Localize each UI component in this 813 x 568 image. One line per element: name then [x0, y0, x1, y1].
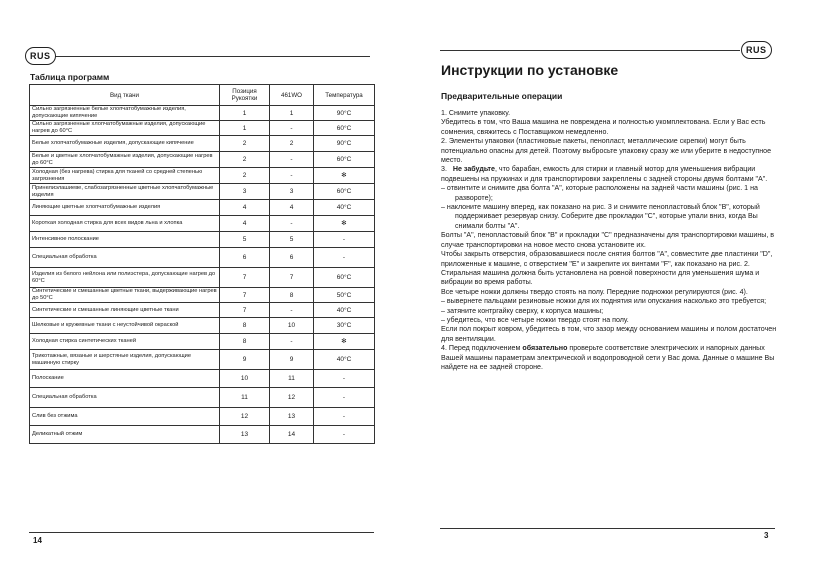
right-page-number: 3: [764, 531, 769, 540]
temperature-cell: -: [314, 426, 375, 444]
knob-position-cell: 8: [220, 334, 270, 350]
knob-position-cell: 9: [220, 350, 270, 370]
right-footer-rule: [440, 528, 775, 529]
temperature-cell: -: [314, 232, 375, 248]
temperature-cell: -: [314, 248, 375, 268]
para-3: 2. Элементы упаковки (пластиковые пакеты, пенопласт, металлические скрепки) могут быть потенциально опасны для детей. Поэтому выбросьте упаковку сразу же или уберите в недоступное место.: [441, 137, 772, 165]
model-cell: 10: [270, 318, 314, 334]
temperature-cell: 60°C: [314, 121, 375, 136]
temperature-cell: 90°C: [314, 106, 375, 121]
fabric-cell: Принелиэлашиеве, слабозагрязненные цветные хлопчатобумажные изделия: [30, 184, 220, 200]
knob-position-cell: 2: [220, 136, 270, 152]
knob-position-cell: 8: [220, 318, 270, 334]
temperature-cell: 60°C: [314, 152, 375, 168]
header-model: 461WO: [270, 85, 314, 106]
model-cell: -: [270, 121, 314, 136]
table-row: [30, 121, 375, 136]
model-cell: 14: [270, 426, 314, 444]
table-row: [30, 106, 375, 121]
para-10-bold: обязательно: [522, 344, 568, 353]
para-5: Болты "А", пенопластовый блок "В" и прокладки "С" предназначены для транспортировки машины, в случае транспортировки на новое место снова установите их.: [441, 231, 775, 249]
fabric-cell: Сильно загрязненные хлопчатобумажные изделия, допускающие нагрев до 60°C: [30, 121, 220, 136]
para-2: Убедитесь в том, что Ваша машина не повреждена и полностью укомплектована. Если у Вас есть сомнения, свяжитесь с Поставщиком немедленно.: [441, 118, 766, 136]
model-cell: -: [270, 168, 314, 184]
table-row: [30, 388, 375, 408]
program-table-title: Таблица программ: [30, 72, 110, 82]
fabric-cell: Специальная обработка: [30, 248, 220, 268]
model-cell: -: [270, 152, 314, 168]
fabric-cell: Слив без отжима: [30, 408, 220, 426]
program-table: [29, 84, 375, 444]
fabric-cell: Специальная обработка: [30, 388, 220, 408]
temperature-cell: 40°C: [314, 200, 375, 216]
model-cell: 1: [270, 106, 314, 121]
para-10-rest: проверьте соответствие электрических и напорных данных Вашей машины параметрам электрической и водопроводной сети у Вас дома. Данные о машине Вы найдете на ее задней стороне.: [441, 344, 775, 371]
para-4-rest: , что барабан, емкость для стирки и главный мотор для уменьшения вибрации подвешены на пружинах и для транспортировки закреплены с задней стороны двумя болтами "А".: [441, 165, 768, 183]
bullet-3: – вывернете пальцами резиновые ножки для их поднятия или опускания насколько это требуется;: [441, 297, 767, 306]
temperature-cell: ✻: [314, 168, 375, 184]
bullet-1: – отвинтите и снимите два болта "А", которые расположены на задней части машины (рис. 1 на развороте);: [441, 184, 758, 202]
knob-position-cell: 3: [220, 184, 270, 200]
table-row: [30, 184, 375, 200]
knob-position-cell: 2: [220, 168, 270, 184]
model-cell: 3: [270, 184, 314, 200]
model-cell: 5: [270, 232, 314, 248]
fabric-cell: Короткая холодная стирка для всех видов льна и хлопка: [30, 216, 220, 232]
table-row: [30, 200, 375, 216]
table-row: [30, 268, 375, 288]
bullet-4: – затяните контргайку сверху, к корпуса машины;: [441, 306, 604, 315]
model-cell: 9: [270, 350, 314, 370]
left-footer-rule: [29, 532, 374, 533]
left-page-number: 14: [33, 536, 42, 545]
table-row: [30, 370, 375, 388]
para-4-num: 3.: [441, 165, 447, 174]
table-row: [30, 350, 375, 370]
knob-position-cell: 4: [220, 200, 270, 216]
temperature-cell: 50°C: [314, 288, 375, 303]
knob-position-cell: 2: [220, 152, 270, 168]
fabric-cell: Синтетические и смешанные линяющие цветные ткани: [30, 303, 220, 318]
fabric-cell: Холодная стирка синтетических тканей: [30, 334, 220, 350]
model-cell: -: [270, 303, 314, 318]
table-row: [30, 303, 375, 318]
knob-position-cell: 7: [220, 268, 270, 288]
para-6: Чтобы закрыть отверстия, образовавшиеся после снятия болтов "А", совместите две пластинки "D", приложенные к машине, с отверстием "Е" и закрепите их винтами "F", как показано на рис. 2.: [441, 250, 773, 268]
para-9: Если пол покрыт ковром, убедитесь в том, что зазор между основанием машины и полом достаточен для вентиляции.: [441, 325, 777, 343]
model-cell: 12: [270, 388, 314, 408]
para-1: 1. Снимите упаковку.: [441, 109, 511, 117]
temperature-cell: -: [314, 408, 375, 426]
para-10-num: 4. Перед подключением: [441, 344, 523, 353]
header-knob-position: Позиция Рукоятки: [220, 85, 270, 106]
temperature-cell: 40°C: [314, 350, 375, 370]
table-row: [30, 152, 375, 168]
para-8: Все четыре ножки должны твердо стоять на полу. Передние подножки регулируются (рис. 4).: [441, 287, 748, 296]
model-cell: 7: [270, 268, 314, 288]
table-header-row: [30, 85, 375, 106]
model-cell: 11: [270, 370, 314, 388]
temperature-cell: ✻: [314, 334, 375, 350]
table-row: [30, 408, 375, 426]
temperature-cell: -: [314, 388, 375, 408]
fabric-cell: Синтетические и смешанные цветные ткани, выдерживающие нагрев до 50°C: [30, 288, 220, 303]
para-4: [441, 165, 777, 184]
fabric-cell: Белые хлопчатобумажные изделия, допускающие кипячение: [30, 136, 220, 152]
fabric-cell: Белые и цветные хлопчатобумажные изделия, допускающие нагрев до 60°C: [30, 152, 220, 168]
knob-position-cell: 4: [220, 216, 270, 232]
fabric-cell: Сильно загрязненные белые хлопчатобумажные изделия, допускающие кипячение: [30, 106, 220, 121]
fabric-cell: Полоскание: [30, 370, 220, 388]
model-cell: 13: [270, 408, 314, 426]
fabric-cell: Интенсивное полоскание: [30, 232, 220, 248]
model-cell: 2: [270, 136, 314, 152]
right-header-rule: [440, 50, 740, 51]
temperature-cell: 60°C: [314, 268, 375, 288]
fabric-cell: Изделия из белого нейлона или полиэстера, допускающие нагрев до 60°C: [30, 268, 220, 288]
knob-position-cell: 6: [220, 248, 270, 268]
knob-position-cell: 13: [220, 426, 270, 444]
table-row: [30, 136, 375, 152]
table-row: [30, 334, 375, 350]
model-cell: -: [270, 216, 314, 232]
table-row: [30, 288, 375, 303]
para-7: Стиральная машина должна быть установлена на ровной поверхности для уменьшения шума и вибрации во время работы.: [441, 268, 760, 287]
temperature-cell: 30°C: [314, 318, 375, 334]
knob-position-cell: 1: [220, 106, 270, 121]
bullet-2: – наклоните машину вперед, как показано на рис. 3 и снимите пенопластовый блок "В", который поддерживает резервуар снизу. Соберите две прокладки "С", которые упали вниз, когда Вы снимали болты "А".: [441, 203, 760, 230]
para-10: [441, 344, 777, 372]
left-header-rule: [52, 56, 370, 57]
installation-text: [441, 109, 777, 372]
model-cell: 6: [270, 248, 314, 268]
temperature-cell: 90°C: [314, 136, 375, 152]
table-row: [30, 248, 375, 268]
model-cell: 8: [270, 288, 314, 303]
knob-position-cell: 10: [220, 370, 270, 388]
knob-position-cell: 12: [220, 408, 270, 426]
knob-position-cell: 7: [220, 288, 270, 303]
fabric-cell: Деликатный отжим: [30, 426, 220, 444]
model-cell: 4: [270, 200, 314, 216]
fabric-cell: Трикотажные, вязаные и шерстяные изделия, допускающие машинную стирку: [30, 350, 220, 370]
knob-position-cell: 5: [220, 232, 270, 248]
left-rus-badge: RUS: [25, 47, 56, 65]
knob-position-cell: 7: [220, 303, 270, 318]
temperature-cell: 40°C: [314, 303, 375, 318]
table-row: [30, 232, 375, 248]
right-rus-badge: RUS: [741, 41, 772, 59]
model-cell: -: [270, 334, 314, 350]
knob-position-cell: 11: [220, 388, 270, 408]
temperature-cell: -: [314, 370, 375, 388]
knob-position-cell: 1: [220, 121, 270, 136]
table-row: [30, 426, 375, 444]
para-4-bold: Не забудьте: [452, 165, 495, 174]
installation-title: Инструкции по установке: [441, 62, 619, 78]
table-row: [30, 216, 375, 232]
fabric-cell: Шелковые и кружевные ткани с неустойчивой окраской: [30, 318, 220, 334]
header-temperature: Температура: [314, 85, 375, 106]
header-fabric: Вид ткани: [30, 85, 220, 106]
table-row: [30, 318, 375, 334]
fabric-cell: Холодная (без нагрева) стирка для тканей со средней степенью загрязнения: [30, 168, 220, 184]
preliminary-ops-subtitle: Предварительные операции: [441, 91, 563, 101]
temperature-cell: 60°C: [314, 184, 375, 200]
temperature-cell: ✻: [314, 216, 375, 232]
table-row: [30, 168, 375, 184]
bullet-5: – убедитесь, что все четыре ножки твердо стоят на полу.: [441, 315, 629, 324]
fabric-cell: Линяющие цветные хлопчатобумажные изделия: [30, 200, 220, 216]
